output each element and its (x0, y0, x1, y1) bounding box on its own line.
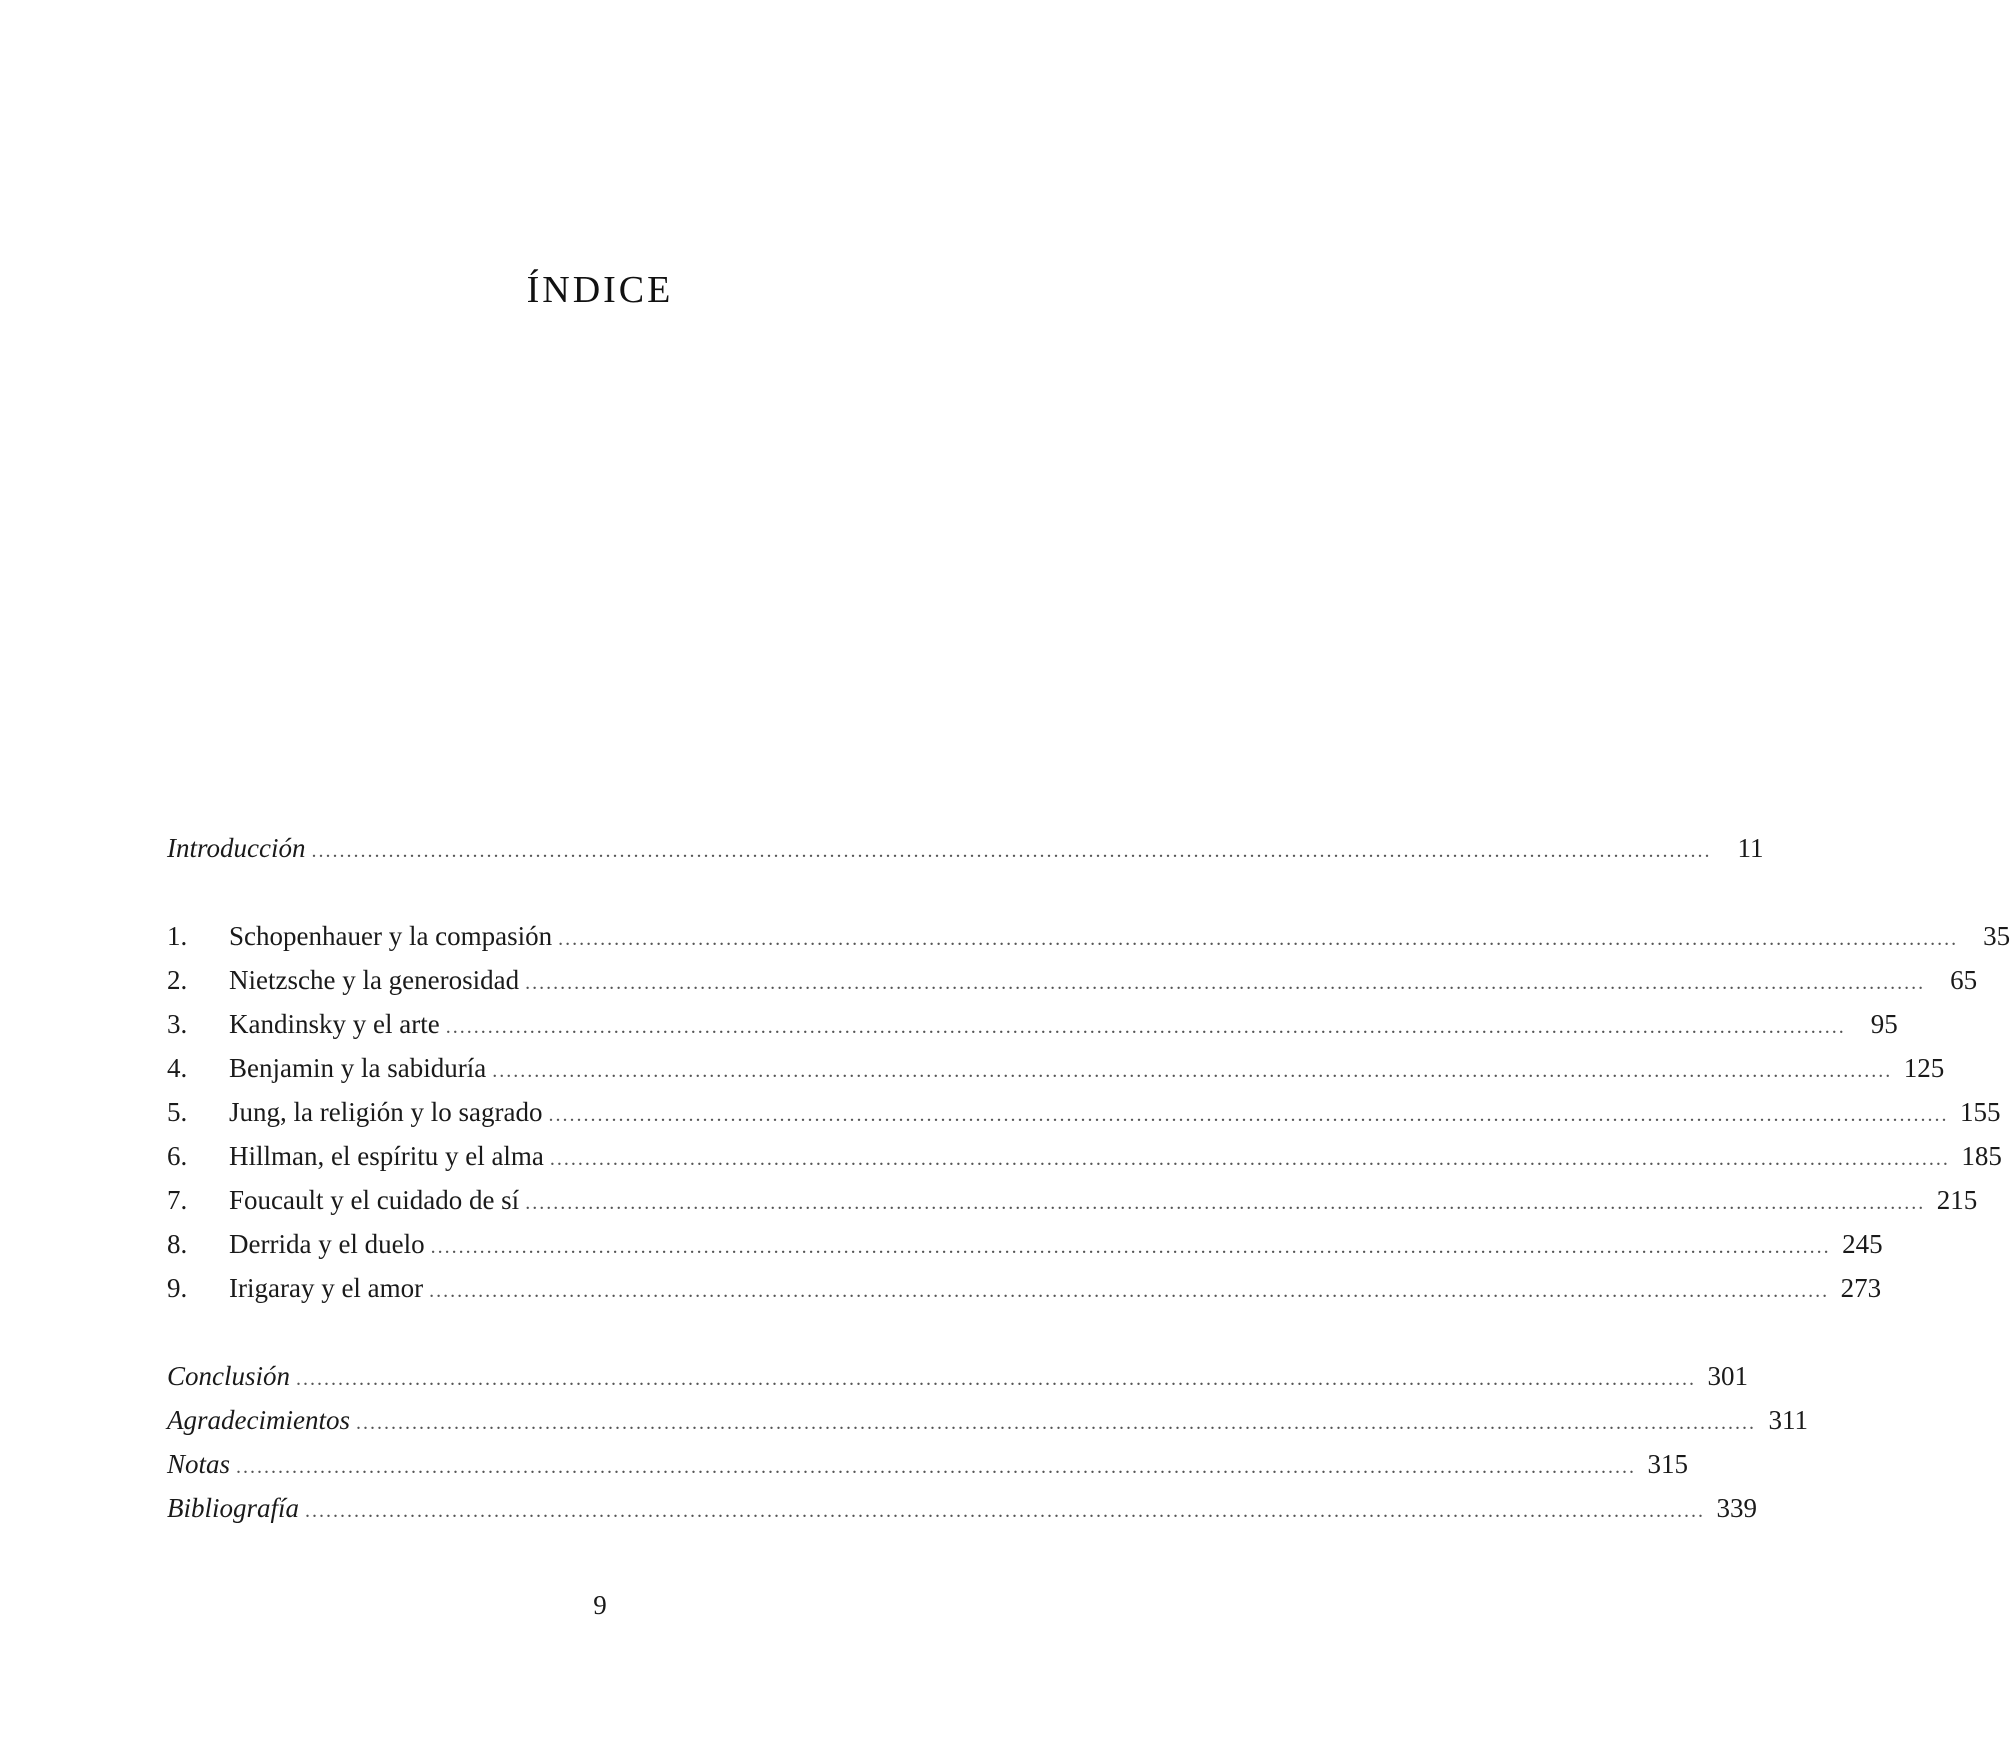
toc-entry-page: 11 (1737, 833, 1764, 863)
toc-entry-chapter-9[interactable] (167, 1273, 1882, 1309)
toc-entry-page: 315 (1647, 1449, 1689, 1479)
page-number: 9 (593, 1590, 607, 1620)
toc-entry-label: Foucault y el cuidado de sí (229, 1185, 520, 1215)
toc-entry-number: 9. (167, 1273, 188, 1303)
dot-leader: ........................................................................................................................................................................................................ (236, 1456, 1637, 1478)
toc-entry-chapter-2[interactable] (167, 965, 1978, 1001)
toc-entry-number: 7. (167, 1185, 188, 1215)
dot-leader: ........................................................................................................................................................................................................ (305, 1500, 1706, 1522)
toc-entry-conclusion[interactable] (167, 1361, 1749, 1397)
dot-leader: ........................................................................................................................................................................................................ (430, 1236, 1831, 1258)
dot-leader: ........................................................................................................................................................................................................ (311, 840, 1712, 862)
toc-entry-label: Benjamin y la sabiduría (229, 1053, 487, 1083)
toc-entry-page: 311 (1768, 1405, 1808, 1435)
toc-entry-page: 245 (1842, 1229, 1883, 1259)
toc-entry-chapter-4[interactable] (167, 1053, 1945, 1089)
dot-leader: ........................................................................................................................................................................................................ (525, 972, 1926, 994)
toc-entry-page: 65 (1950, 965, 1978, 995)
toc-entry-chapter-5[interactable] (167, 1097, 2001, 1133)
page-title: ÍNDICE (526, 269, 674, 311)
toc-entry-number: 2. (167, 965, 188, 995)
toc-entry-label: Nietzsche y la generosidad (229, 965, 520, 995)
toc-entry-page: 95 (1870, 1009, 1898, 1039)
toc-entry-chapter-6[interactable] (167, 1141, 2002, 1177)
toc-entry-page: 301 (1707, 1361, 1749, 1391)
toc-entry-page: 155 (1959, 1097, 2001, 1127)
toc-entry-page: 35 (1983, 921, 2010, 951)
toc-entry-chapter-1[interactable] (167, 921, 2010, 957)
dot-leader: ........................................................................................................................................................................................................ (549, 1148, 1950, 1170)
toc-entry-label: Irigaray y el amor (229, 1273, 424, 1303)
toc-entry-number: 4. (167, 1053, 188, 1083)
dot-leader: ........................................................................................................................................................................................................ (355, 1412, 1756, 1434)
toc-entry-label: Schopenhauer y la compasión (229, 921, 553, 951)
dot-leader: ........................................................................................................................................................................................................ (548, 1104, 1949, 1126)
toc-entry-bibliografia[interactable] (167, 1493, 1758, 1529)
toc-entry-notas[interactable] (167, 1449, 1689, 1485)
dot-leader: ........................................................................................................................................................................................................ (429, 1280, 1830, 1302)
toc-entry-chapter-3[interactable] (167, 1009, 1898, 1045)
toc-entry-chapter-7[interactable] (167, 1185, 1978, 1221)
toc-entry-label: Agradecimientos (167, 1405, 350, 1435)
toc-entry-page: 125 (1903, 1053, 1945, 1083)
toc-entry-label: Jung, la religión y lo sagrado (229, 1097, 543, 1127)
toc-entry-number: 8. (167, 1229, 188, 1259)
toc-entry-page: 215 (1936, 1185, 1978, 1215)
toc-entry-number: 3. (167, 1009, 188, 1039)
toc-entry-agradecimientos[interactable] (167, 1405, 1808, 1441)
toc-entry-number: 6. (167, 1141, 188, 1171)
toc-entry-chapter-8[interactable] (167, 1229, 1883, 1265)
toc-entry-label: Hillman, el espíritu y el alma (229, 1141, 544, 1171)
toc-entry-number: 5. (167, 1097, 188, 1127)
toc-entry-label: Bibliografía (167, 1493, 300, 1523)
dot-leader: ........................................................................................................................................................................................................ (296, 1368, 1697, 1390)
toc-entry-number: 1. (167, 921, 188, 951)
toc-entry-introduccion[interactable] (167, 833, 1764, 869)
toc-entry-page: 273 (1840, 1273, 1882, 1303)
dot-leader: ........................................................................................................................................................................................................ (525, 1192, 1926, 1214)
toc-entry-page: 339 (1716, 1493, 1758, 1523)
toc-entry-label: Notas (167, 1449, 231, 1479)
toc-entry-label: Introducción (167, 833, 306, 863)
toc-entry-label: Derrida y el duelo (229, 1229, 425, 1259)
dot-leader: ........................................................................................................................................................................................................ (492, 1060, 1893, 1082)
toc-entry-label: Conclusión (167, 1361, 291, 1391)
toc-entry-label: Kandinsky y el arte (229, 1009, 440, 1039)
dot-leader: ........................................................................................................................................................................................................ (558, 928, 1959, 950)
dot-leader: ........................................................................................................................................................................................................ (445, 1016, 1846, 1038)
toc-entry-page: 185 (1961, 1141, 2002, 1171)
